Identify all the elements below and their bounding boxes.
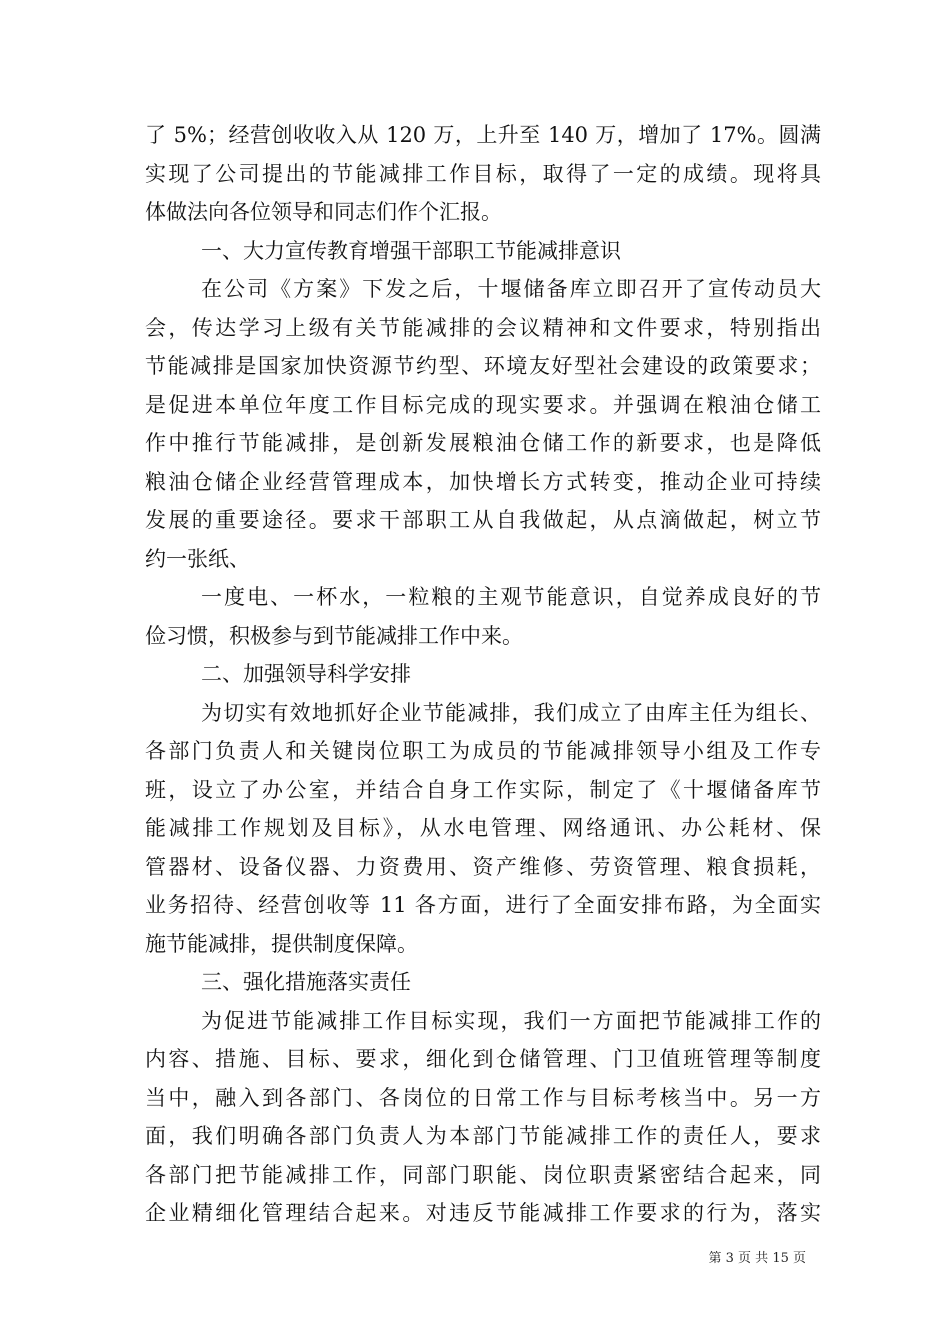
text-line: 体做法向各位领导和同志们作个汇报。	[145, 200, 502, 224]
section-heading: 二、加强领导科学安排	[201, 662, 411, 686]
text-line: 俭习惯，积极参与到节能减排工作中来。	[145, 623, 523, 648]
text-line: 会，传达学习上级有关节能减排的会议精神和文件要求，特别指出	[145, 315, 821, 340]
text-line: 施节能减排，提供制度保障。	[145, 931, 418, 956]
text-line: 约一张纸、	[145, 546, 250, 571]
body-text	[145, 116, 821, 1233]
text-line: 企业精细化管理结合起来。对违反节能减排工作要求的行为，落实	[145, 1201, 821, 1225]
text-line: 是促进本单位年度工作目标完成的现实要求。并强调在粮油仓储工	[145, 392, 821, 417]
text-line: 在公司《方案》下发之后，十堰储备库立即召开了宣传动员大	[201, 277, 821, 301]
text-line: 内容、措施、目标、要求，细化到仓储管理、门卫值班管理等制度	[145, 1047, 821, 1071]
text-line: 节能减排是国家加快资源节约型、环境友好型社会建设的政策要求；	[145, 354, 821, 378]
text-line: 了 5%；经营创收收入从 120 万，上升至 140 万，增加了 17%。圆满	[145, 123, 821, 147]
page-number: 第 3 页 共 15 页	[708, 1251, 806, 1266]
text-line: 班，设立了办公室，并结合自身工作实际，制定了《十堰储备库节	[145, 777, 821, 802]
text-line: 发展的重要途径。要求干部职工从自我做起，从点滴做起，树立节	[145, 508, 821, 532]
text-line: 作中推行节能减排，是创新发展粮油仓储工作的新要求，也是降低	[145, 431, 821, 455]
text-line: 粮油仓储企业经营管理成本，加快增长方式转变，推动企业可持续	[145, 469, 821, 494]
section-heading: 一、大力宣传教育增强干部职工节能减排意识	[201, 238, 621, 263]
text-line: 当中，融入到各部门、各岗位的日常工作与目标考核当中。另一方	[145, 1085, 821, 1110]
text-line: 一度电、一杯水，一粒粮的主观节能意识，自觉养成良好的节	[201, 585, 821, 609]
section-heading: 三、强化措施落实责任	[201, 970, 411, 994]
text-line: 实现了公司提出的节能减排工作目标，取得了一定的成绩。现将具	[145, 161, 821, 186]
text-line: 各部门负责人和关键岗位职工为成员的节能减排领导小组及工作专	[145, 739, 821, 763]
text-line: 能减排工作规划及目标》，从水电管理、网络通讯、办公耗材、保	[145, 816, 821, 840]
text-line: 业务招待、经营创收等 11 各方面，进行了全面安排布路，为全面实	[145, 893, 821, 917]
text-line: 面，我们明确各部门负责人为本部门节能减排工作的责任人，要求	[145, 1124, 821, 1148]
text-line: 为切实有效地抓好企业节能减排，我们成立了由库主任为组长、	[201, 700, 821, 725]
text-line: 管器材、设备仪器、力资费用、资产维修、劳资管理、粮食损耗，	[145, 854, 821, 879]
text-line: 各部门把节能减排工作，同部门职能、岗位职责紧密结合起来，同	[145, 1162, 821, 1187]
text-line: 为促进节能减排工作目标实现，我们一方面把节能减排工作的	[201, 1008, 821, 1033]
